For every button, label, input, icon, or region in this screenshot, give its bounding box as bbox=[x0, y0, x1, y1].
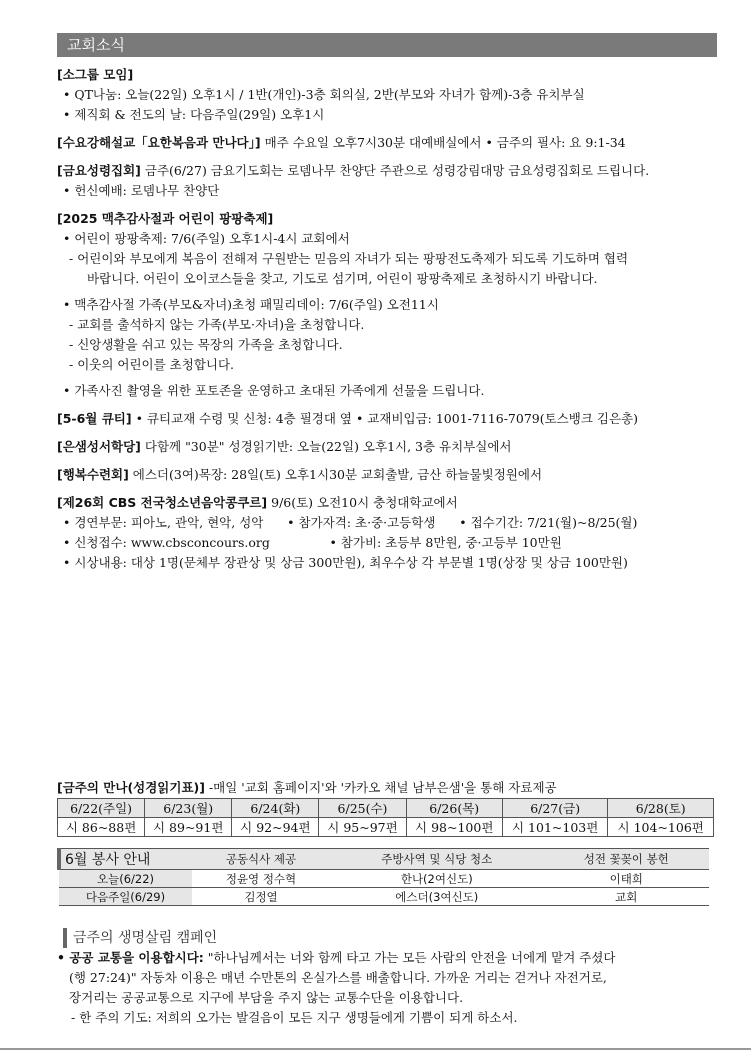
campaign-title: 금주의 생명살림 캠페인 bbox=[63, 928, 722, 948]
campaign-block bbox=[57, 928, 722, 1028]
news-section bbox=[57, 33, 717, 573]
qt-title: [5-6월 큐티] bbox=[57, 411, 132, 426]
small-group-line: • QT나눔: 오늘(22일) 오후1시 / 1반(개인)-3층 회의실, 2반(부모와 자녀가 함께)-3층 유치부실 bbox=[63, 87, 585, 102]
bible-day-header: 6/27(금) bbox=[502, 799, 608, 818]
service-header: 성전 꽃꽂이 봉헌 bbox=[544, 849, 709, 870]
festival-block bbox=[57, 209, 717, 401]
festival-line: • 맥추감사절 가족(부모&자녀)초청 패밀리데이: 7/6(주일) 오전11시 bbox=[63, 297, 439, 312]
service-label: 6월 봉사 안내 bbox=[59, 849, 192, 870]
qt-text: • 큐티교재 수령 및 신청: 4층 필경대 옆 • 교재비입금: 1001-7116-7079(토스뱅크 김은총) bbox=[131, 411, 638, 426]
campaign-line: 장거리는 공공교통으로 지구에 부담을 주지 않는 교통수단을 이용합니다. bbox=[69, 990, 464, 1005]
festival-line: • 가족사진 촬영을 위한 포토존을 운영하고 초대된 가족에게 선물을 드립니다. bbox=[63, 383, 485, 398]
bible-day-header: 6/28(토) bbox=[608, 799, 714, 818]
small-group-block bbox=[57, 65, 717, 125]
bible-day-reading: 시 101~103편 bbox=[502, 818, 608, 837]
small-group-title: [소그룹 모임] bbox=[57, 67, 134, 82]
bible-reading-table bbox=[57, 798, 714, 837]
bible-reading-table-block bbox=[57, 778, 717, 837]
cbs-text: 9/6(토) 오전10시 충청대학교에서 bbox=[267, 495, 458, 510]
festival-title: [2025 맥추감사절과 어린이 팡팡축제] bbox=[57, 211, 274, 226]
bible-day-reading: 시 86~88편 bbox=[58, 818, 145, 837]
bible-table-title: [금주의 만나(성경읽기표)] bbox=[57, 780, 205, 795]
fri-text: 금주(6/27) 금요기도회는 로뎀나무 찬양단 주관으로 성령강림대망 금요성령집회로 드립니다. bbox=[140, 163, 650, 178]
bible-school-title: [은샘성서학당] bbox=[57, 439, 141, 454]
retreat-block bbox=[57, 465, 717, 485]
service-cell: 한나(2여신도) bbox=[330, 870, 544, 888]
festival-line: - 이웃의 어린이를 초청합니다. bbox=[69, 357, 235, 372]
qt-block bbox=[57, 409, 717, 429]
bible-day-reading: 시 89~91편 bbox=[145, 818, 232, 837]
service-cell: 정윤영 정수혁 bbox=[192, 870, 330, 888]
cbs-line: • 경연부문: 피아노, 관악, 현악, 성악 • 참가자격: 초·중·고등학생 • 접수기간: 7/21(월)~8/25(월) bbox=[63, 515, 638, 530]
bible-day-header: 6/26(목) bbox=[406, 799, 502, 818]
small-group-line: • 제직회 & 전도의 날: 다음주일(29일) 오후1시 bbox=[63, 107, 325, 122]
service-row bbox=[59, 870, 709, 888]
bible-day-header: 6/24(화) bbox=[232, 799, 319, 818]
fri-sub: • 헌신예배: 로뎀나무 찬양단 bbox=[63, 183, 220, 198]
bible-day-reading: 시 92~94편 bbox=[232, 818, 319, 837]
festival-line: - 교회를 출석하지 않는 가족(부모·자녀)을 초청합니다. bbox=[69, 317, 365, 332]
bible-day-header: 6/22(주일) bbox=[58, 799, 145, 818]
wed-block bbox=[57, 133, 717, 153]
service-header: 공동식사 제공 bbox=[192, 849, 330, 870]
service-cell: 교회 bbox=[544, 888, 709, 906]
campaign-lead: • 공공 교통을 이용합시다: bbox=[57, 950, 204, 965]
cbs-title: [제26회 CBS 전국청소년음악콩쿠르] bbox=[57, 495, 268, 510]
retreat-title: [행복수련회] bbox=[57, 467, 129, 482]
bible-day-reading: 시 95~97편 bbox=[319, 818, 406, 837]
service-date: 다음주일(6/29) bbox=[59, 888, 192, 906]
bible-day-reading: 시 98~100편 bbox=[406, 818, 502, 837]
festival-line: - 어린이와 부모에게 복음이 전해져 구원받는 믿음의 자녀가 되는 팡팡전도축제가 되도록 기도하며 협력 bbox=[69, 251, 629, 266]
bible-day-header: 6/25(수) bbox=[319, 799, 406, 818]
fri-title: [금요성령집회] bbox=[57, 163, 141, 178]
retreat-text: 에스더(3여)목장: 28일(토) 오후1시30분 교회출발, 금산 하늘물빛정원에서 bbox=[128, 467, 543, 482]
cbs-line: • 신청접수: www.cbsconcours.org • 참가비: 초등부 8만원, 중·고등부 10만원 bbox=[63, 535, 562, 550]
service-cell: 김정열 bbox=[192, 888, 330, 906]
service-cell: 이태희 bbox=[544, 870, 709, 888]
campaign-line: (행 27:24)" 자동차 이용은 매년 수만톤의 온실가스를 배출합니다. 가까운 거리는 걷거나 자전거로, bbox=[69, 970, 607, 985]
service-header: 주방사역 및 식당 청소 bbox=[330, 849, 544, 870]
festival-line: 바랍니다. 어린이 오이코스들을 찾고, 기도로 섬기며, 어린이 팡팡축제로 초청하시기 바랍니다. bbox=[87, 271, 598, 286]
wed-text: 매주 수요일 오후7시30분 대예배실에서 • 금주의 필사: 요 9:1-34 bbox=[260, 135, 626, 150]
campaign-line: "하나님께서는 너와 함께 타고 가는 모든 사람의 안전을 너에게 맡겨 주셨다 bbox=[203, 950, 616, 965]
service-row bbox=[59, 888, 709, 906]
section-header: 교회소식 bbox=[57, 33, 717, 57]
cbs-line: • 시상내용: 대상 1명(문체부 장관상 및 상금 300만원), 최우수상 각 부문별 1명(상장 및 상금 100만원) bbox=[63, 555, 628, 570]
cbs-block bbox=[57, 493, 717, 573]
bible-school-block bbox=[57, 437, 717, 457]
festival-line: - 신앙생활을 쉬고 있는 목장의 가족을 초청합니다. bbox=[69, 337, 343, 352]
fri-block bbox=[57, 161, 717, 201]
bottom-rule bbox=[0, 1048, 751, 1050]
bible-day-header: 6/23(월) bbox=[145, 799, 232, 818]
bible-table-subtitle: -매일 '교회 홈페이지'와 '카카오 채널 남부은샘'을 통해 자료제공 bbox=[204, 780, 557, 795]
campaign-line: - 한 주의 기도: 저희의 오가는 발걸음이 모든 지구 생명들에게 기쁨이 되게 하소서. bbox=[71, 1010, 518, 1025]
service-cell: 에스더(3여신도) bbox=[330, 888, 544, 906]
festival-line: • 어린이 팡팡축제: 7/6(주일) 오후1시-4시 교회에서 bbox=[63, 231, 350, 246]
wed-title: [수요강해설교「요한복음과 만나다」] bbox=[57, 135, 261, 150]
bible-day-reading: 시 104~106편 bbox=[608, 818, 714, 837]
service-date: 오늘(6/22) bbox=[59, 870, 192, 888]
service-table bbox=[57, 848, 709, 906]
bible-school-text: 다함께 "30분" 성경읽기반: 오늘(22일) 오후1시, 3층 유치부실에서 bbox=[140, 439, 512, 454]
